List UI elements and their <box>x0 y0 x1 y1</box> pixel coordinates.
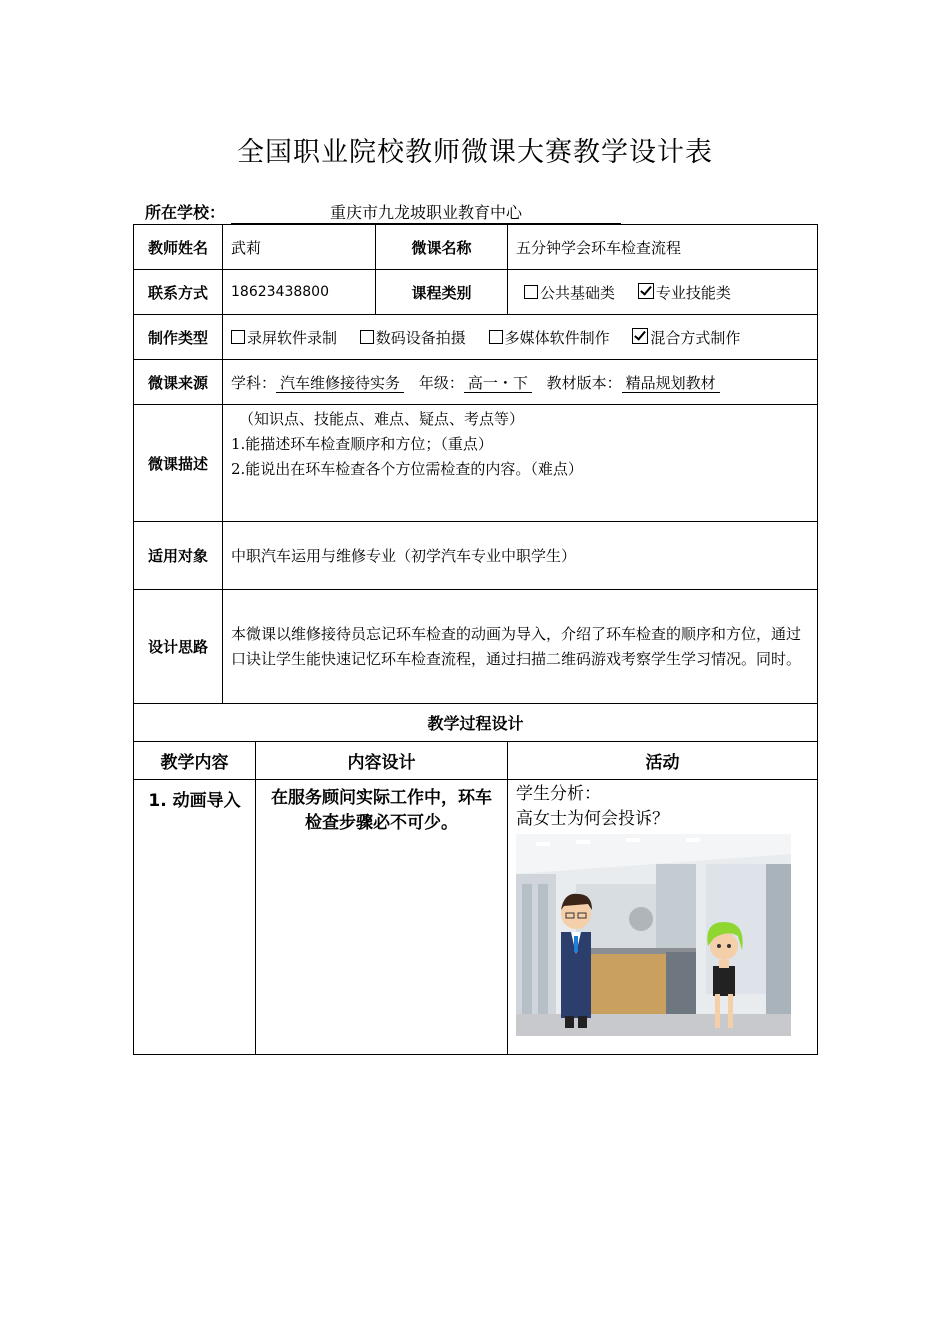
textbook-label: 教材版本： <box>546 373 622 392</box>
production-label: 制作类型 <box>134 315 223 360</box>
description-label: 微课描述 <box>134 405 223 522</box>
source-label: 微课来源 <box>134 360 223 405</box>
contact-label: 联系方式 <box>134 270 223 315</box>
audience-value: 中职汽车运用与维修专业（初学汽车专业中职学生） <box>223 522 818 590</box>
source-details <box>223 360 818 405</box>
production-option-screen[interactable]: 录屏软件录制 <box>231 329 337 347</box>
textbook-value: 精品规划教材 <box>622 374 720 393</box>
activity-line: 学生分析： <box>516 784 602 804</box>
column-header-activity: 活动 <box>508 742 818 780</box>
production-option-multimedia[interactable]: 多媒体软件制作 <box>489 329 610 347</box>
subject-value: 汽车维修接待实务 <box>276 374 404 393</box>
subject-label: 学科： <box>231 373 277 392</box>
audience-row <box>134 522 818 590</box>
activity-line: 高女士为何会投诉？ <box>516 809 670 829</box>
production-option-camera[interactable]: 数码设备拍摄 <box>360 329 466 347</box>
teacher-row <box>134 225 818 270</box>
design-text: 本微课以维修接待员忘记环车检查的动画为导入，介绍了环车检查的顺序和方位，通过口诀让学生能快速记忆环车检查流程，通过扫描二维码游戏考察学生学习情况。同时。 <box>223 590 818 704</box>
process-heading: 教学过程设计 <box>134 704 818 742</box>
process-columns-row <box>134 742 818 780</box>
column-header-content: 教学内容 <box>134 742 256 780</box>
category-label: 课程类别 <box>376 270 508 315</box>
course-name-label: 微课名称 <box>376 225 508 270</box>
grade-value: 高一・下 <box>464 374 532 393</box>
design-row <box>134 590 818 704</box>
checkbox-icon[interactable] <box>489 330 503 344</box>
grade-label: 年级： <box>418 373 464 392</box>
audience-label: 适用对象 <box>134 522 223 590</box>
teacher-label: 教师姓名 <box>134 225 223 270</box>
checkbox-checked-icon[interactable] <box>632 328 648 344</box>
process-heading-row <box>134 704 818 742</box>
source-row <box>134 360 818 405</box>
process-activity <box>508 780 818 1055</box>
process-design: 在服务顾问实际工作中，环车检查步骤必不可少。 <box>256 780 508 1055</box>
category-options <box>508 270 818 315</box>
category-option-public[interactable]: 公共基础类 <box>524 284 615 302</box>
showroom-animation-image <box>516 834 791 1036</box>
design-label: 设计思路 <box>134 590 223 704</box>
page-title: 全国职业院校教师微课大赛教学设计表 <box>237 137 713 168</box>
showroom-scene-svg <box>516 834 791 1036</box>
school-row <box>145 200 621 224</box>
teacher-value: 武莉 <box>223 225 376 270</box>
checkbox-icon[interactable] <box>360 330 374 344</box>
production-row <box>134 315 818 360</box>
contact-row <box>134 270 818 315</box>
process-row <box>134 780 818 1055</box>
checkbox-checked-icon[interactable] <box>638 283 654 299</box>
description-item: 2.能说出在环车检查各个方位需检查的内容。（难点） <box>231 460 583 478</box>
description-content <box>223 405 818 522</box>
checkbox-icon[interactable] <box>231 330 245 344</box>
description-hint: （知识点、技能点、难点、疑点、考点等） <box>239 410 525 428</box>
process-content: 1. 动画导入 <box>134 780 256 1055</box>
contact-value: 18623438800 <box>223 270 376 315</box>
production-options <box>223 315 818 360</box>
checkbox-icon[interactable] <box>524 285 538 299</box>
school-label: 所在学校： <box>145 203 226 222</box>
production-option-mixed[interactable]: 混合方式制作 <box>632 329 740 347</box>
description-row <box>134 405 818 522</box>
column-header-design: 内容设计 <box>256 742 508 780</box>
category-option-skill[interactable]: 专业技能类 <box>638 284 731 302</box>
design-table <box>133 224 818 1055</box>
description-item: 1.能描述环车检查顺序和方位；（重点） <box>231 435 493 453</box>
school-value: 重庆市九龙坡职业教育中心 <box>231 203 621 224</box>
course-name-value: 五分钟学会环车检查流程 <box>508 225 818 270</box>
